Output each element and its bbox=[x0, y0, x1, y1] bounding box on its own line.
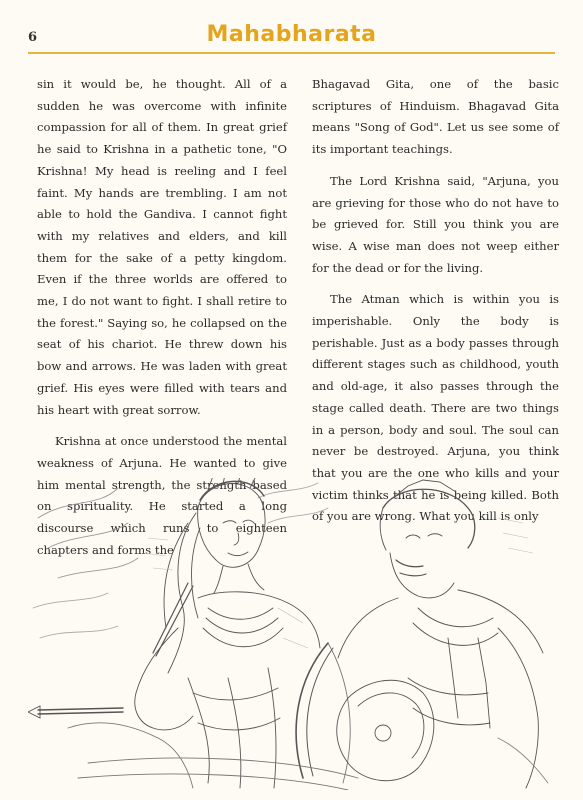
paragraph: The Atman which is within you is imperishable. Only the body is perishable. Just as a body passes through different stages such as childhood, youth and old-age, it also passes through the stage called death. There are two things in a person, body and soul. The soul can never be destroyed. Arjuna, you think that you are the one who kills and your victim thinks that he is being killed. Both of you are wrong. What you kill is only bbox=[312, 292, 559, 524]
header-rule bbox=[28, 52, 555, 54]
right-column bbox=[312, 74, 559, 538]
paragraph: The Lord Krishna said, "Arjuna, you are grieving for those who do not have to be grieved for. Still you think you are wise. A wise man does not weep either for the dead or for the living. bbox=[312, 173, 559, 275]
paragraph: Krishna at once understood the mental weakness of Arjuna. He wanted to give him mental strength, the strength based on spirituality. He started a long discourse which runs to eighteen chapters and forms the bbox=[37, 434, 287, 557]
krishna-arjuna-illustration bbox=[28, 478, 558, 790]
paragraph: sin it would be, he thought. All of a sudden he was overcome with infinite compassion for all of them. In great grief he said to Krishna in a pathetic tone, "O Krishna! My head is reeling and I feel faint. My hands are trembling. I am not able to hold the Gandiva. I cannot fight with my relatives and elders, and kill them for the sake of a petty kingdom. Even if the three worlds are offered to me, I do not want to fight. I shall retire to the forest." Saying so, he collapsed on the seat of his chariot. He threw down his bow and arrows. He was laden with great grief. His eyes were filled with tears and his heart with great sorrow. bbox=[37, 77, 287, 417]
paragraph: Bhagavad Gita, one of the basic scriptures of Hinduism. Bhagavad Gita means "Song of God". Let us see some of its important teachings. bbox=[312, 77, 559, 157]
running-title: Mahabharata bbox=[206, 22, 377, 47]
page-number: 6 bbox=[28, 30, 38, 45]
